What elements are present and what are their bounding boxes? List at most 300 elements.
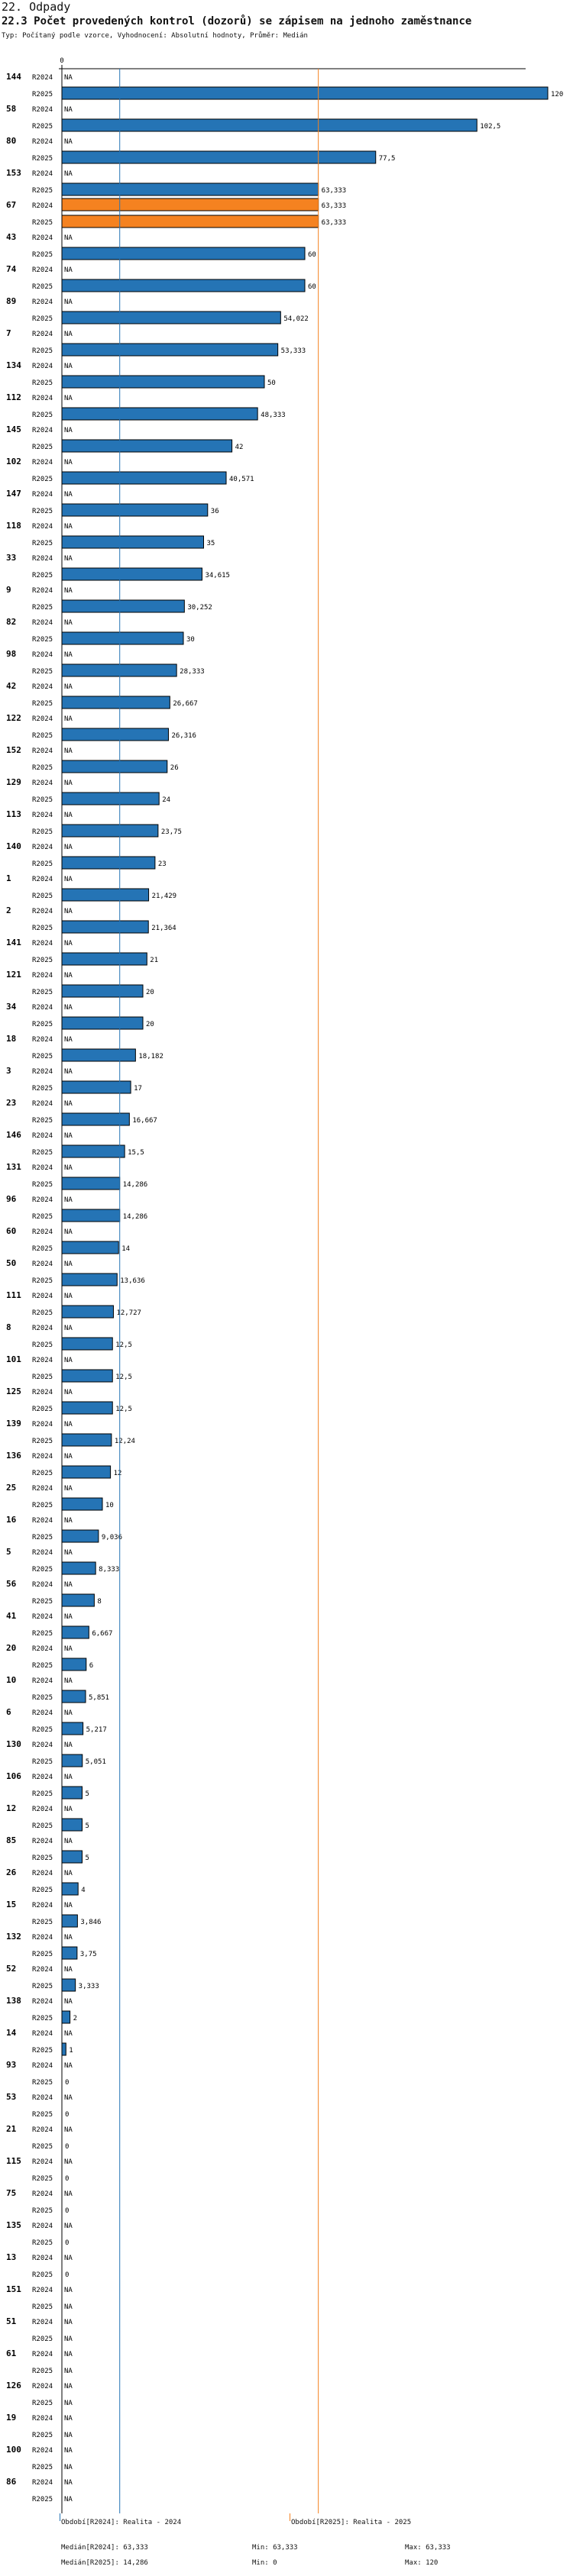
category-label: 126 xyxy=(6,2381,21,2390)
category-label: 16 xyxy=(6,1515,17,1525)
category-label: 7 xyxy=(6,328,11,338)
value-label: NA xyxy=(64,876,73,883)
series-label: R2025 xyxy=(32,2207,53,2215)
series-label: R2024 xyxy=(32,940,53,947)
category-label: 113 xyxy=(6,809,21,819)
series-label: R2024 xyxy=(32,908,53,915)
value-label: NA xyxy=(64,1293,73,1300)
category-label: 118 xyxy=(6,521,21,531)
series-label: R2024 xyxy=(32,2255,53,2262)
series-label: R2025 xyxy=(32,1341,53,1349)
category-label: 132 xyxy=(6,1932,21,1942)
series-label: R2024 xyxy=(32,812,53,819)
series-label: R2024 xyxy=(32,1613,53,1621)
series-label: R2024 xyxy=(32,1004,53,1012)
value-label: NA xyxy=(64,1613,73,1621)
value-label: 77,5 xyxy=(378,155,396,163)
category-label: 80 xyxy=(6,136,17,146)
bar xyxy=(62,728,168,741)
value-label: 12 xyxy=(113,1470,122,1477)
series-label: R2025 xyxy=(32,2464,53,2471)
series-label: R2025 xyxy=(32,2015,53,2022)
bar xyxy=(62,1017,143,1029)
series-label: R2025 xyxy=(32,91,53,98)
bar xyxy=(62,312,280,324)
series-label: R2025 xyxy=(32,700,53,708)
value-label: 21,364 xyxy=(151,925,176,932)
bar xyxy=(62,1690,86,1703)
value-label: NA xyxy=(64,1421,73,1428)
value-label: NA xyxy=(64,1774,73,1781)
series-label: R2025 xyxy=(32,1983,53,1990)
category-label: 3 xyxy=(6,1066,11,1076)
series-label: R2025 xyxy=(32,1502,53,1509)
series-label: R2024 xyxy=(32,1934,53,1942)
series-label: R2025 xyxy=(32,1085,53,1093)
series-label: R2024 xyxy=(32,1196,53,1204)
series-label: R2025 xyxy=(32,957,53,964)
category-label: 151 xyxy=(6,2284,21,2294)
value-label: NA xyxy=(64,2303,73,2311)
category-label: 135 xyxy=(6,2220,21,2230)
series-label: R2025 xyxy=(32,572,53,579)
category-label: 125 xyxy=(6,1386,21,1396)
value-label: 26,667 xyxy=(173,700,198,708)
value-label: 60 xyxy=(308,251,316,259)
series-label: R2024 xyxy=(32,2094,53,2102)
series-label: R2025 xyxy=(32,764,53,772)
bar xyxy=(62,1979,76,1991)
value-label: 12,727 xyxy=(116,1309,141,1317)
series-label: R2024 xyxy=(32,1677,53,1685)
series-label: R2024 xyxy=(32,1902,53,1909)
series-label: R2024 xyxy=(32,523,53,531)
series-label: R2025 xyxy=(32,1726,53,1734)
value-label: NA xyxy=(64,2158,73,2166)
value-label: NA xyxy=(64,523,73,531)
value-label: 21 xyxy=(150,957,159,964)
value-label: NA xyxy=(64,331,73,338)
series-label: R2025 xyxy=(32,732,53,740)
category-label: 147 xyxy=(6,489,21,499)
category-label: 61 xyxy=(6,2348,17,2358)
series-label: R2024 xyxy=(32,74,53,82)
category-label: 1 xyxy=(6,873,11,883)
value-label: 12,24 xyxy=(114,1438,135,1445)
value-label: 0 xyxy=(65,2175,70,2183)
series-label: R2024 xyxy=(32,1325,53,1332)
bar xyxy=(62,247,305,260)
series-label: R2025 xyxy=(32,2336,53,2343)
value-label: NA xyxy=(64,2126,73,2134)
category-label: 145 xyxy=(6,424,21,434)
category-label: 74 xyxy=(6,264,17,274)
max-2025-text: Max: 120 xyxy=(405,2559,439,2567)
category-label: 23 xyxy=(6,1098,17,1108)
value-label: 23 xyxy=(157,860,167,868)
series-label: R2025 xyxy=(32,1438,53,1445)
value-label: 48,333 xyxy=(261,412,286,419)
series-label: R2025 xyxy=(32,2175,53,2183)
value-label: NA xyxy=(64,1004,73,1012)
value-label: NA xyxy=(64,683,73,691)
series-label: R2025 xyxy=(32,379,53,387)
value-label: NA xyxy=(64,2383,73,2390)
value-label: 23,75 xyxy=(160,828,182,836)
series-label: R2024 xyxy=(32,2447,53,2455)
series-label: R2025 xyxy=(32,1277,53,1285)
value-label: NA xyxy=(64,299,73,306)
value-label: 3,846 xyxy=(80,1919,102,1926)
series-label: R2024 xyxy=(32,1774,53,1781)
series-label: R2025 xyxy=(32,1309,53,1317)
value-label: NA xyxy=(64,619,73,627)
series-label: R2025 xyxy=(32,1245,53,1253)
bar xyxy=(62,536,204,548)
series-label: R2024 xyxy=(32,2383,53,2390)
series-label: R2025 xyxy=(32,2111,53,2119)
bar xyxy=(62,1145,125,1157)
value-label: 28,333 xyxy=(180,668,205,676)
category-label: 19 xyxy=(6,2413,17,2423)
series-label: R2024 xyxy=(32,715,53,723)
category-label: 33 xyxy=(6,553,17,563)
series-label: R2024 xyxy=(32,1389,53,1396)
series-label: R2025 xyxy=(32,283,53,291)
value-label: NA xyxy=(64,395,73,402)
series-label: R2024 xyxy=(32,331,53,338)
series-label: R2025 xyxy=(32,251,53,259)
x-axis-tick-label: 0 xyxy=(60,57,64,65)
value-label: 63,333 xyxy=(321,187,347,195)
bar xyxy=(62,1370,112,1382)
category-label: 20 xyxy=(6,1643,17,1653)
bar xyxy=(62,472,226,484)
series-label: R2024 xyxy=(32,1485,53,1493)
series-label: R2025 xyxy=(32,1117,53,1125)
series-label: R2025 xyxy=(32,2047,53,2055)
value-label: NA xyxy=(64,747,73,755)
series-label: R2025 xyxy=(32,1406,53,1413)
series-label: R2024 xyxy=(32,1293,53,1300)
category-label: 56 xyxy=(6,1579,17,1589)
bar xyxy=(62,1594,94,1606)
series-label: R2025 xyxy=(32,2432,53,2439)
series-label: R2025 xyxy=(32,2496,53,2503)
median-2025-text: Medián[R2025]: 14,286 xyxy=(61,2559,148,2567)
value-label: NA xyxy=(64,2479,73,2487)
series-label: R2025 xyxy=(32,668,53,676)
value-label: NA xyxy=(64,74,73,82)
category-label: 12 xyxy=(6,1803,17,1813)
value-label: 24 xyxy=(162,796,171,804)
value-label: 8 xyxy=(97,1598,102,1606)
value-label: 13,636 xyxy=(120,1277,145,1285)
value-label: NA xyxy=(64,1453,73,1461)
category-label: 14 xyxy=(6,2028,17,2038)
bar xyxy=(62,1819,83,1831)
category-label: 89 xyxy=(6,296,17,306)
category-label: 140 xyxy=(6,841,21,851)
series-label: R2024 xyxy=(32,202,53,210)
value-label: 36 xyxy=(210,508,219,515)
category-label: 106 xyxy=(6,1771,21,1781)
series-label: R2025 xyxy=(32,893,53,900)
value-label: 0 xyxy=(65,2079,70,2087)
series-label: R2025 xyxy=(32,1566,53,1574)
value-label: 30,252 xyxy=(187,604,212,612)
value-label: NA xyxy=(64,2368,73,2375)
value-label: NA xyxy=(64,1228,73,1236)
series-label: R2024 xyxy=(32,1164,53,1172)
bar xyxy=(62,1722,83,1735)
value-label: NA xyxy=(64,266,73,274)
series-label: R2025 xyxy=(32,1213,53,1221)
series-label: R2024 xyxy=(32,1357,53,1364)
category-label: 146 xyxy=(6,1130,21,1140)
value-label: NA xyxy=(64,2190,73,2198)
category-label: 101 xyxy=(6,1354,21,1364)
category-label: 60 xyxy=(6,1226,17,1236)
series-label: R2024 xyxy=(32,651,53,659)
category-label: 2 xyxy=(6,905,11,915)
series-label: R2024 xyxy=(32,2319,53,2326)
value-label: NA xyxy=(64,2223,73,2230)
value-label: NA xyxy=(64,363,73,370)
value-label: NA xyxy=(64,1677,73,1685)
category-label: 50 xyxy=(6,1258,17,1268)
value-label: 63,333 xyxy=(321,219,347,227)
value-label: NA xyxy=(64,1485,73,1493)
bar xyxy=(62,985,143,997)
value-label: 50 xyxy=(267,379,276,387)
value-label: 0 xyxy=(65,2239,70,2247)
value-label: 120 xyxy=(551,91,564,98)
legend-period-2024: Období[R2024]: Realita - 2024 xyxy=(61,2519,182,2526)
series-label: R2024 xyxy=(32,2030,53,2038)
bar xyxy=(62,1338,112,1350)
series-label: R2025 xyxy=(32,1181,53,1189)
bar xyxy=(62,1273,117,1286)
chart-title: 22.3 Počet provedených kontrol (dozorů) se zápisem na jednoho zaměstnance xyxy=(2,15,472,27)
value-label: 14 xyxy=(121,1245,131,1253)
min-2024-text: Min: 63,333 xyxy=(252,2544,298,2552)
bar xyxy=(62,1658,86,1671)
series-label: R2024 xyxy=(32,876,53,883)
bar xyxy=(62,1081,131,1093)
bar xyxy=(62,953,147,965)
category-label: 98 xyxy=(6,649,17,659)
bar xyxy=(62,889,149,901)
bar xyxy=(62,1306,113,1318)
series-label: R2024 xyxy=(32,1453,53,1461)
series-label: R2024 xyxy=(32,1742,53,1749)
category-label: 153 xyxy=(6,168,21,178)
series-label: R2024 xyxy=(32,1549,53,1557)
bar xyxy=(62,376,264,388)
max-2024-text: Max: 63,333 xyxy=(405,2544,451,2552)
bar xyxy=(62,600,184,612)
category-label: 9 xyxy=(6,585,11,595)
value-label: 6 xyxy=(89,1662,94,1670)
series-label: R2025 xyxy=(32,2303,53,2311)
series-label: R2025 xyxy=(32,1598,53,1606)
value-label: 12,5 xyxy=(115,1374,132,1381)
category-label: 58 xyxy=(6,104,17,114)
series-label: R2024 xyxy=(32,234,53,242)
value-label: NA xyxy=(64,1357,73,1364)
value-label: NA xyxy=(64,2287,73,2294)
value-label: NA xyxy=(64,1389,73,1396)
category-label: 136 xyxy=(6,1451,21,1461)
value-label: NA xyxy=(64,1196,73,1204)
series-label: R2024 xyxy=(32,1998,53,2006)
value-label: NA xyxy=(64,1838,73,1845)
series-label: R2024 xyxy=(32,2351,53,2358)
series-label: R2025 xyxy=(32,508,53,515)
bar xyxy=(62,1754,83,1767)
series-label: R2025 xyxy=(32,1855,53,1862)
value-label: 0 xyxy=(65,2111,70,2119)
category-label: 53 xyxy=(6,2092,17,2102)
bar xyxy=(62,857,155,869)
bar xyxy=(62,1562,96,1574)
series-label: R2025 xyxy=(32,123,53,131)
value-label: NA xyxy=(64,1036,73,1044)
category-label: 131 xyxy=(6,1162,21,1172)
value-label: 9,036 xyxy=(101,1534,122,1541)
value-label: 18,182 xyxy=(138,1053,163,1060)
series-label: R2025 xyxy=(32,2400,53,2407)
value-label: NA xyxy=(64,1870,73,1877)
category-label: 111 xyxy=(6,1290,21,1300)
series-label: R2024 xyxy=(32,2126,53,2134)
bar xyxy=(62,1402,112,1414)
value-label: 0 xyxy=(65,2143,70,2151)
series-label: R2025 xyxy=(32,2079,53,2087)
value-label: 12,5 xyxy=(115,1406,132,1413)
series-label: R2024 xyxy=(32,1100,53,1108)
series-label: R2025 xyxy=(32,2143,53,2151)
value-label: 5,051 xyxy=(85,1758,106,1766)
series-label: R2025 xyxy=(32,444,53,451)
series-label: R2024 xyxy=(32,1261,53,1268)
value-label: 5,217 xyxy=(86,1726,107,1734)
bar xyxy=(62,568,202,580)
category-label: 100 xyxy=(6,2445,21,2455)
value-label: NA xyxy=(64,908,73,915)
bar xyxy=(62,792,159,805)
bar xyxy=(62,1947,77,1959)
section-title: 22. Odpady xyxy=(2,0,71,14)
series-label: R2025 xyxy=(32,1887,53,1894)
bar xyxy=(62,151,376,163)
category-label: 152 xyxy=(6,745,21,755)
category-label: 25 xyxy=(6,1483,17,1493)
category-label: 52 xyxy=(6,1964,17,1974)
value-label: NA xyxy=(64,427,73,434)
series-label: R2024 xyxy=(32,747,53,755)
value-label: NA xyxy=(64,2062,73,2070)
series-label: R2024 xyxy=(32,619,53,627)
value-label: NA xyxy=(64,2030,73,2038)
value-label: NA xyxy=(64,2351,73,2358)
series-label: R2025 xyxy=(32,2271,53,2279)
value-label: NA xyxy=(64,2432,73,2439)
min-2025-text: Min: 0 xyxy=(252,2559,277,2567)
value-label: NA xyxy=(64,1645,73,1653)
category-label: 121 xyxy=(6,970,21,980)
value-label: 16,667 xyxy=(132,1117,157,1125)
value-label: 3,75 xyxy=(79,1951,97,1958)
value-label: 3,333 xyxy=(78,1983,99,1990)
value-label: NA xyxy=(64,1902,73,1909)
value-label: 102,5 xyxy=(480,123,501,131)
value-label: 10 xyxy=(105,1502,114,1509)
category-label: 102 xyxy=(6,457,21,466)
series-label: R2025 xyxy=(32,1662,53,1670)
value-label: 15,5 xyxy=(128,1149,144,1157)
value-label: NA xyxy=(64,1581,73,1589)
value-label: 6,667 xyxy=(92,1630,113,1638)
bar xyxy=(62,1434,112,1446)
bar xyxy=(62,215,319,228)
series-label: R2025 xyxy=(32,347,53,355)
bar xyxy=(62,1883,78,1895)
value-label: 2 xyxy=(73,2015,78,2022)
category-label: 144 xyxy=(6,72,21,82)
series-label: R2024 xyxy=(32,2062,53,2070)
value-label: NA xyxy=(64,2496,73,2503)
series-label: R2025 xyxy=(32,1470,53,1477)
category-label: 85 xyxy=(6,1835,17,1845)
series-label: R2025 xyxy=(32,1534,53,1541)
value-label: 63,333 xyxy=(321,202,347,210)
bar xyxy=(62,1177,120,1190)
series-label: R2025 xyxy=(32,187,53,195)
series-label: R2024 xyxy=(32,2158,53,2166)
series-label: R2025 xyxy=(32,1694,53,1702)
series-label: R2024 xyxy=(32,491,53,499)
category-label: 5 xyxy=(6,1547,11,1557)
series-label: R2024 xyxy=(32,2287,53,2294)
category-label: 96 xyxy=(6,1194,17,1204)
category-label: 6 xyxy=(6,1707,11,1717)
series-label: R2024 xyxy=(32,1645,53,1653)
value-label: 8,333 xyxy=(99,1566,120,1574)
value-label: NA xyxy=(64,972,73,980)
series-label: R2025 xyxy=(32,1021,53,1028)
value-label: 14,286 xyxy=(122,1213,148,1221)
value-label: 0 xyxy=(65,2271,70,2279)
value-label: 5,851 xyxy=(89,1694,110,1702)
series-label: R2024 xyxy=(32,844,53,851)
series-label: R2025 xyxy=(32,315,53,323)
series-label: R2024 xyxy=(32,1228,53,1236)
series-label: R2025 xyxy=(32,1630,53,1638)
category-label: 18 xyxy=(6,1034,17,1044)
series-label: R2025 xyxy=(32,2368,53,2375)
series-label: R2025 xyxy=(32,1822,53,1830)
bar xyxy=(62,696,170,709)
category-label: 51 xyxy=(6,2316,17,2326)
value-label: 5 xyxy=(85,1790,89,1798)
series-label: R2024 xyxy=(32,780,53,787)
value-label: 54,022 xyxy=(283,315,309,323)
series-label: R2025 xyxy=(32,636,53,644)
series-label: R2024 xyxy=(32,1421,53,1428)
value-label: NA xyxy=(64,2336,73,2343)
